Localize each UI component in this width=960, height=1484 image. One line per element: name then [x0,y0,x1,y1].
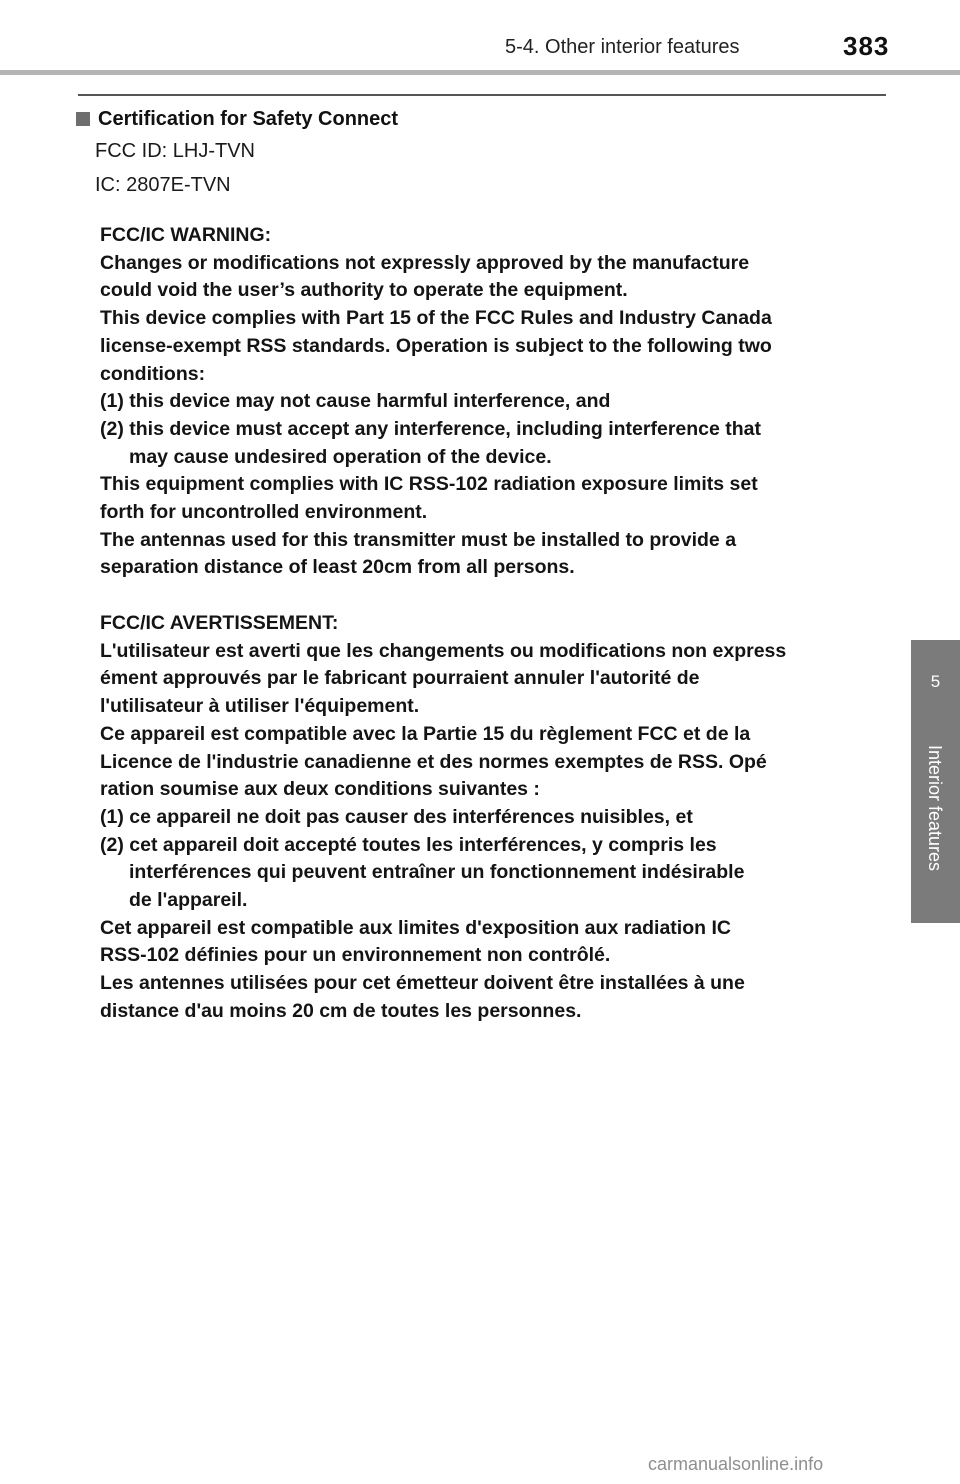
warning-en-line: separation distance of least 20cm from all persons. [100,556,575,579]
warning-en-line: forth for uncontrolled environment. [100,501,428,524]
warning-fr-line: (1) ce appareil ne doit pas causer des interférences nuisibles, et [100,805,693,828]
fcc-warning-french [100,610,860,1026]
warning-en-line: The antennas used for this transmitter must be installed to provide a [100,528,737,551]
warning-fr-line: distance d'au moins 20 cm de toutes les personnes. [100,999,582,1022]
warning-en-line: (1) this device may not cause harmful interference, and [100,390,611,413]
warning-en-line: Changes or modifications not expressly approved by the manufacture [100,251,750,274]
chapter-number: 5 [930,672,941,691]
fcc-warning-english [100,222,860,582]
warning-en-line: may cause undesired operation of the device. [129,445,552,468]
warning-fr-line: (2) cet appareil doit accepté toutes les interférences, y compris les [100,833,717,856]
warning-en-line: could void the user’s authority to operate the equipment. [100,279,628,302]
warning-fr-line: FCC/IC AVERTISSEMENT: [100,612,339,634]
site-watermark: carmanualsonline.info [648,1454,824,1474]
header-rule [0,70,960,75]
section-title: 5-4. Other interior features [505,36,740,58]
warning-en-line: FCC/IC WARNING: [100,224,272,246]
warning-fr-line: l'utilisateur à utiliser l'équipement. [100,695,420,718]
warning-en-line: This equipment complies with IC RSS-102 radiation exposure limits set [100,473,758,496]
warning-en-line: This device complies with Part 15 of the FCC Rules and Industry Canada [100,307,772,330]
warning-fr-line: de l'appareil. [129,889,248,912]
content-top-rule [78,94,886,96]
warning-fr-line: Cet appareil est compatible aux limites d'exposition aux radiation IC [100,916,731,939]
fcc-id-line: FCC ID: LHJ-TVN [95,140,255,162]
page-number: 383 [843,31,890,61]
warning-en-line: conditions: [100,362,206,385]
page-header [0,0,960,80]
warning-fr-line: Ce appareil est compatible avec la Partie 15 du règlement FCC et de la [100,722,751,745]
section-heading [76,108,398,131]
chapter-side-tab [911,640,960,923]
warning-fr-line: ration soumise aux deux conditions suivantes : [100,778,540,801]
warning-en-line: license-exempt RSS standards. Operation is subject to the following two [100,334,772,357]
section-heading-text: Certification for Safety Connect [98,108,399,130]
warning-fr-line: RSS-102 définies pour un environnement non contrôlé. [100,944,611,967]
square-bullet-icon [76,112,90,126]
warning-fr-line: Les antennes utilisées pour cet émetteur doivent être installées à une [100,972,745,995]
warning-fr-line: ément approuvés par le fabricant pourraient annuler l'autorité de [100,667,700,690]
warning-en-line: (2) this device must accept any interference, including interference that [100,417,762,440]
warning-fr-line: interférences qui peuvent entraîner un fonctionnement indésirable [129,861,745,884]
warning-fr-line: L'utilisateur est averti que les changements ou modifications non express [100,639,787,662]
warning-fr-line: Licence de l'industrie canadienne et des normes exemptes de RSS. Opé [100,750,767,773]
chapter-label: Interior features [925,745,945,872]
ic-line: IC: 2807E-TVN [95,174,231,196]
